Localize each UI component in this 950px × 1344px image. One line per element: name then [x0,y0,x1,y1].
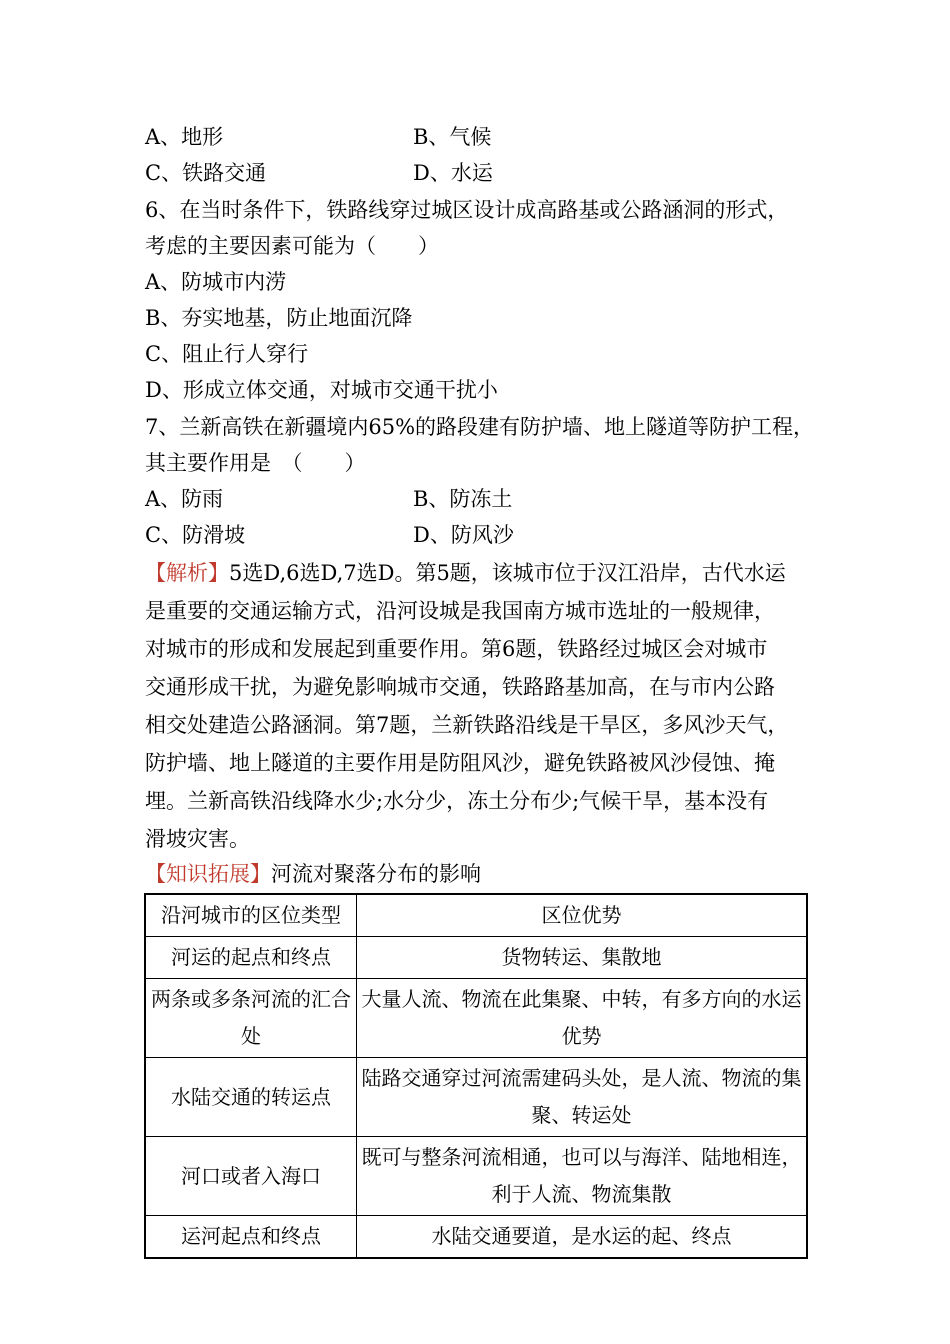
table-cell-type: 水陆交通的转运点 [145,1058,357,1137]
table-row [145,979,807,1058]
extension-tag: 【知识拓展】 [145,862,271,886]
q6-option-c: C、阻止行人穿行 [145,342,309,366]
analysis-line3: 对城市的形成和发展起到重要作用。第6题，铁路经过城区会对城市 [145,637,768,661]
q6-stem-line2: 考虑的主要因素可能为（ ） [145,234,439,258]
table-row [145,1137,807,1216]
table-row [145,1058,807,1137]
table-cell-advantage: 既可与整条河流相通，也可以与海洋、陆地相连，利于人流、物流集散 [357,1137,808,1216]
extension-heading [145,861,481,887]
q7-option-a: A、防雨 [145,487,224,511]
q6-option-b: B、夯实地基，防止地面沉降 [145,306,413,330]
analysis-tag: 【解析】 [145,561,229,585]
table-cell-type: 两条或多条河流的汇合处 [145,979,357,1058]
table-header-cell: 区位优势 [357,894,808,937]
table-header-row [145,894,807,937]
q6-stem-line1: 6、在当时条件下，铁路线穿过城区设计成高路基或公路涵洞的形式， [145,198,789,222]
q7-option-d: D、防风沙 [413,523,514,547]
table-cell-advantage: 陆路交通穿过河流需建码头处，是人流、物流的集聚、转运处 [357,1058,808,1137]
table-header-cell: 沿河城市的区位类型 [145,894,357,937]
q7-option-c: C、防滑坡 [145,523,246,547]
q7-stem-line2: 其主要作用是 （ ） [145,451,366,475]
q5-option-a: A、地形 [145,125,224,149]
river-settlement-table [144,893,808,1259]
table-cell-advantage: 大量人流、物流在此集聚、中转，有多方向的水运优势 [357,979,808,1058]
q6-option-d: D、形成立体交通，对城市交通干扰小 [145,378,498,402]
analysis-line6: 防护墙、地上隧道的主要作用是防阻风沙，避免铁路被风沙侵蚀、掩 [145,751,775,775]
q7-stem-line1: 7、兰新高铁在新疆境内65%的路段建有防护墙、地上隧道等防护工程， [145,415,815,439]
table-row [145,937,807,979]
analysis-line5: 相交处建造公路涵洞。第7题，兰新铁路沿线是干旱区，多风沙天气， [145,713,789,737]
analysis-line2: 是重要的交通运输方式，沿河设城是我国南方城市选址的一般规律， [145,599,775,623]
table-cell-type: 河口或者入海口 [145,1137,357,1216]
analysis-line8: 滑坡灾害。 [145,827,250,851]
q5-option-b: B、气候 [413,125,492,149]
analysis-line7: 埋。兰新高铁沿线降水少;水分少，冻土分布少;气候干旱，基本没有 [145,789,769,813]
table-cell-type: 河运的起点和终点 [145,937,357,979]
q5-option-d: D、水运 [413,161,493,185]
table-cell-advantage: 水陆交通要道，是水运的起、终点 [357,1216,808,1259]
extension-title: 河流对聚落分布的影响 [271,862,481,886]
table-cell-type: 运河起点和终点 [145,1216,357,1259]
analysis-line4: 交通形成干扰，为避免影响城市交通，铁路路基加高，在与市内公路 [145,675,775,699]
analysis-text-1: 5选D,6选D,7选D。第5题，该城市位于汉江沿岸，古代水运 [229,561,786,585]
table-cell-advantage: 货物转运、集散地 [357,937,808,979]
table-row [145,1216,807,1259]
analysis-line1 [145,560,786,586]
q5-option-c: C、铁路交通 [145,161,267,185]
q7-option-b: B、防冻土 [413,487,513,511]
q6-option-a: A、防城市内涝 [145,270,287,294]
